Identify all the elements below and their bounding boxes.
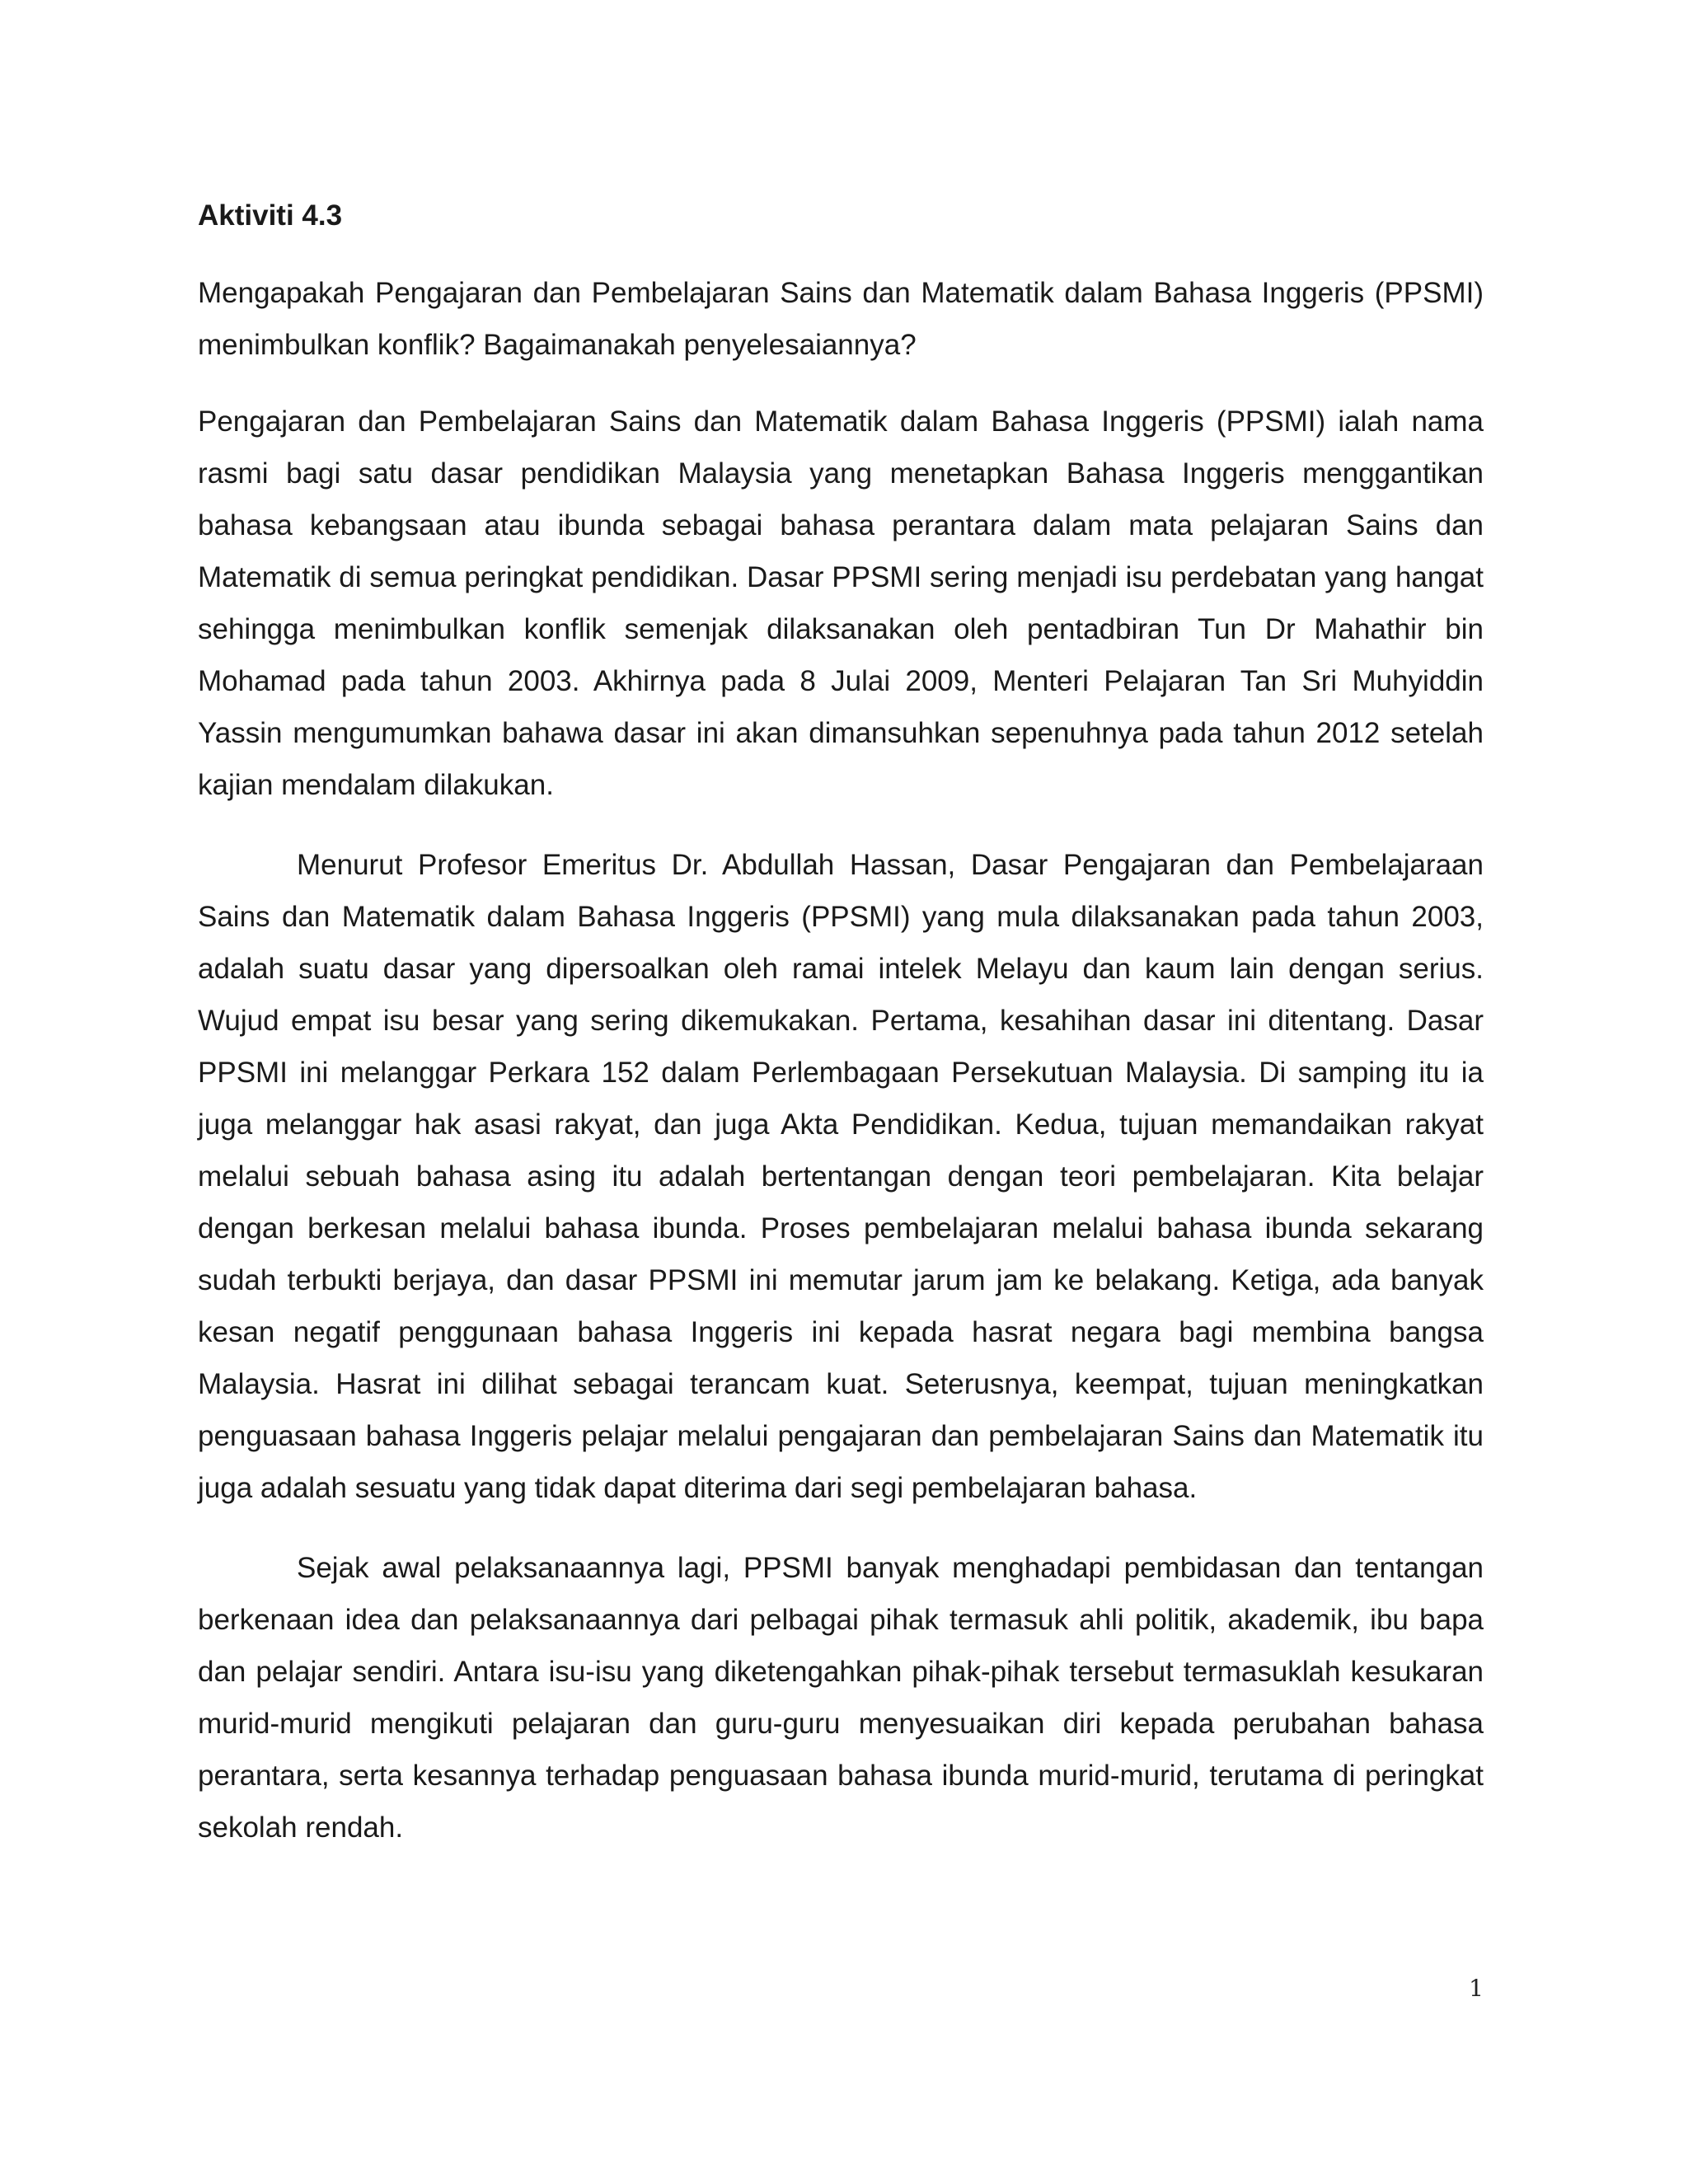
criticism-paragraph: Sejak awal pelaksanaannya lagi, PPSMI banyak menghadapi pembidasan dan tentangan berkenaan idea dan pelaksanaannya dari pelbagai pihak termasuk ahli politik, akademik, ibu bapa dan pelajar sendiri. Antara isu-isu yang diketengahkan pihak-pihak tersebut termasuklah kesukaran murid-murid mengikuti pelajaran dan guru-guru menyesuaikan diri kepada perubahan bahasa perantara, serta kesannya terhadap penguasaan bahasa ibunda murid-murid, terutama di peringkat sekolah rendah. [198,1552,1484,1844]
document-body [198,198,1484,1882]
page-number: 1 [1469,1975,1484,2002]
activity-heading: Aktiviti 4.3 [198,199,343,232]
issues-paragraph: Menurut Profesor Emeritus Dr. Abdullah Hassan, Dasar Pengajaran dan Pembelajaraan Sains dan Matematik dalam Bahasa Inggeris (PPSMI) yang mula dilaksanakan pada tahun 2003, adalah suatu dasar yang dipersoalkan oleh ramai intelek Melayu dan kaum lain dengan serius. Wujud empat isu besar yang sering dikemukakan. Pertama, kesahihan dasar ini ditentang. Dasar PPSMI ini melanggar Perkara 152 dalam Perlembagaan Persekutuan Malaysia. Di samping itu ia juga melanggar hak asasi rakyat, dan juga Akta Pendidikan. Kedua, tujuan memandaikan rakyat melalui sebuah bahasa asing itu adalah bertentangan dengan teori pembelajaran. Kita belajar dengan berkesan melalui bahasa ibunda. Proses pembelajaran melalui bahasa ibunda sekarang sudah terbukti berjaya, dan dasar PPSMI ini memutar jarum jam ke belakang. Ketiga, ada banyak kesan negatif penggunaan bahasa Inggeris ini kepada hasrat negara bagi membina bangsa Malaysia. Hasrat ini dilihat sebagai terancam kuat. Seterusnya, keempat, tujuan meningkatkan penguasaan bahasa Inggeris pelajar melalui pengajaran dan pembelajaran Sains dan Matematik itu juga adalah sesuatu yang tidak dapat diterima dari segi pembelajaran bahasa. [198,849,1484,1504]
question-paragraph: Mengapakah Pengajaran dan Pembelajaran Sains dan Matematik dalam Bahasa Inggeris (PPSMI) menimbulkan konflik? Bagaimanakah penyelesaiannya? [198,277,1484,361]
intro-paragraph: Pengajaran dan Pembelajaran Sains dan Matematik dalam Bahasa Inggeris (PPSMI) ialah nama rasmi bagi satu dasar pendidikan Malaysia yang menetapkan Bahasa Inggeris menggantikan bahasa kebangsaan atau ibunda sebagai bahasa perantara dalam mata pelajaran Sains dan Matematik di semua peringkat pendidikan. Dasar PPSMI sering menjadi isu perdebatan yang hangat sehingga menimbulkan konflik semenjak dilaksanakan oleh pentadbiran Tun Dr Mahathir bin Mohamad pada tahun 2003. Akhirnya pada 8 Julai 2009, Menteri Pelajaran Tan Sri Muhyiddin Yassin mengumumkan bahawa dasar ini akan dimansuhkan sepenuhnya pada tahun 2012 setelah kajian mendalam dilakukan. [198,405,1484,801]
